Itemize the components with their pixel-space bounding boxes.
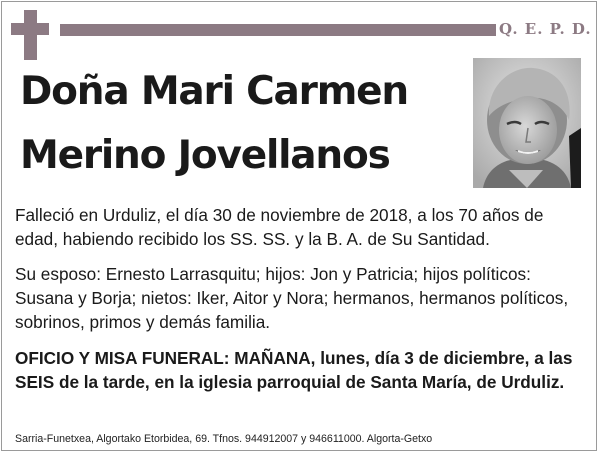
death-notice-paragraph: Falleció en Urduliz, el día 30 de noviembre de 2018, a los 70 años de edad, habiendo recibido los SS. SS. y la B. A. de Su Santidad. xyxy=(15,205,544,249)
header-rule xyxy=(60,24,496,36)
deceased-photo xyxy=(473,58,581,188)
deceased-name-line1: Doña Mari Carmen xyxy=(20,69,408,114)
cross-icon-vertical xyxy=(24,10,37,60)
portrait-image xyxy=(473,58,581,188)
funeral-home-footer: Sarria-Funetxea, Algortako Etorbidea, 69. Tfnos. 944912007 y 946611000. Algorta-Getxo xyxy=(15,433,433,445)
deceased-name-line2: Merino Jovellanos xyxy=(20,133,390,178)
funeral-service-paragraph: OFICIO Y MISA FUNERAL: MAÑANA, lunes, día 3 de diciembre, a las SEIS de la tarde, en la iglesia parroquial de Santa María, de Urduliz. xyxy=(15,348,573,392)
cross-icon-horizontal xyxy=(11,23,49,35)
family-paragraph: Su esposo: Ernesto Larrasquitu; hijos: Jon y Patricia; hijos políticos: Susana y Borja; nietos: Iker, Aitor y Nora; hermanos, hermanos políticos, sobrinos, primos y demás familia. xyxy=(15,264,569,332)
qepd-heading: Q. E. P. D. xyxy=(499,20,592,38)
